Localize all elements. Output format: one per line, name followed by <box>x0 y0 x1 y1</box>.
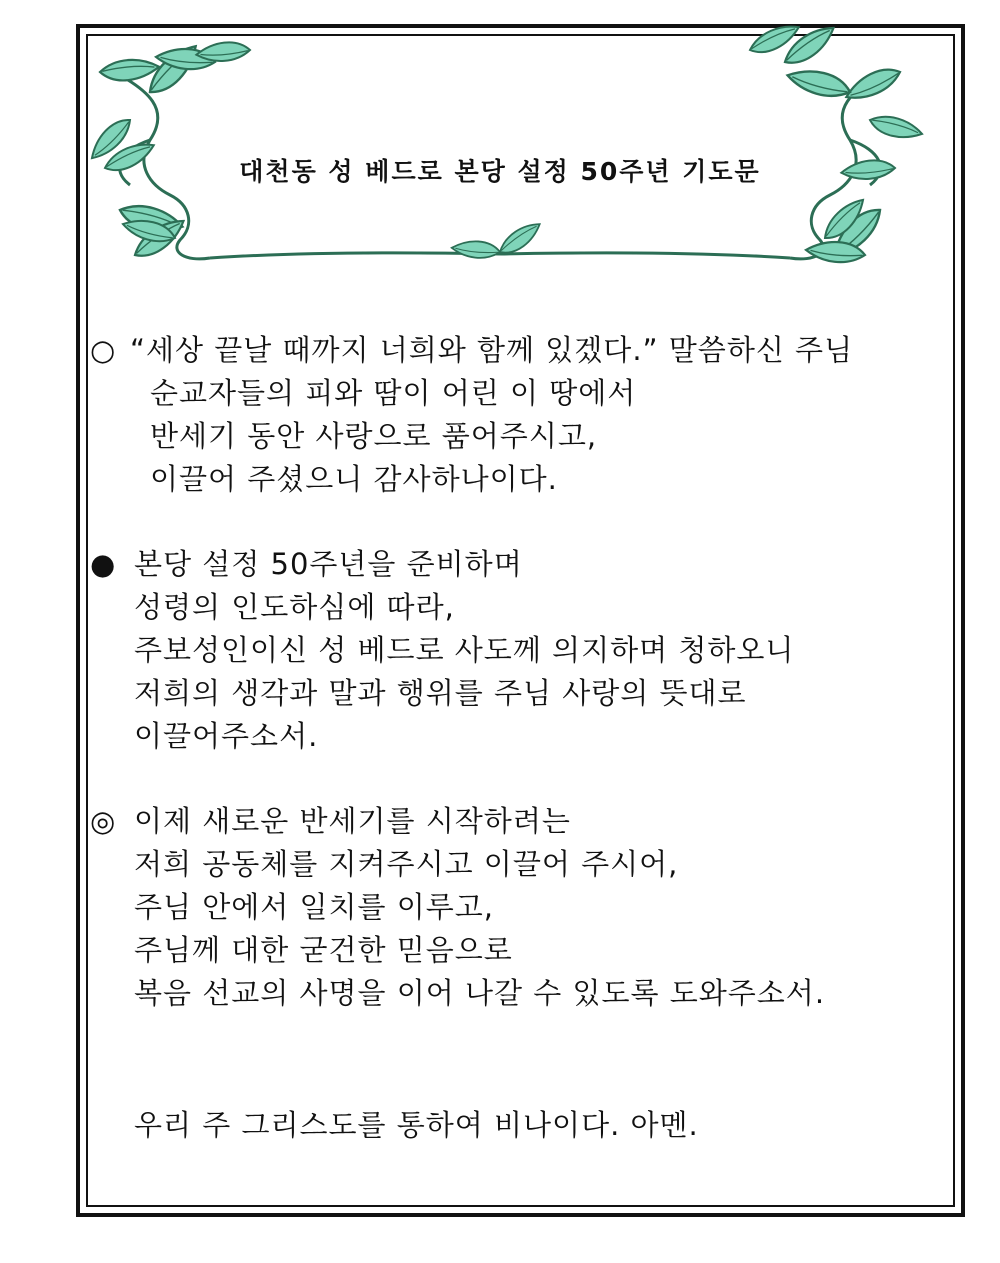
stanza2-line: 저희의 생각과 말과 행위를 주님 사랑의 뜻대로 <box>134 676 747 710</box>
stanza1-line: 순교자들의 피와 땀이 어린 이 땅에서 <box>150 376 637 410</box>
circle-bullet-icon: ○ <box>90 333 117 367</box>
stanza1-line: 이끌어 주셨으니 감사하나이다. <box>150 462 558 496</box>
stanza2-line: 이끌어주소서. <box>134 719 319 753</box>
stanza3-line: 주님 안에서 일치를 이루고, <box>134 890 495 924</box>
stanza1-line: 반세기 동안 사랑으로 품어주시고, <box>150 419 598 453</box>
closing-line: 우리 주 그리스도를 통하여 비나이다. 아멘. <box>134 1108 699 1142</box>
stanza3-line: 저희 공동체를 지켜주시고 이끌어 주시어, <box>134 847 679 881</box>
double-circle-bullet-icon: ◎ <box>90 804 117 838</box>
stanza2-line: 성령의 인도하심에 따라, <box>134 590 455 624</box>
stanza3-line: 복음 선교의 사명을 이어 나갈 수 있도록 도와주소서. <box>134 976 826 1010</box>
stanza2-line: ● 본당 설정 50주년을 준비하며 <box>90 544 523 584</box>
stanza1-line: ○ “세상 끝날 때까지 너희와 함께 있겠다.” 말씀하신 주님 <box>90 330 853 370</box>
stanza3-line: 주님께 대한 굳건한 믿음으로 <box>134 933 513 967</box>
page-title: 대천동 성 베드로 본당 설정 50주년 기도문 <box>239 157 761 186</box>
filled-circle-bullet-icon: ● <box>90 547 117 581</box>
stanza3-line: ◎ 이제 새로운 반세기를 시작하려는 <box>90 801 571 841</box>
stanza2-line: 주보성인이신 성 베드로 사도께 의지하며 청하오니 <box>134 633 795 667</box>
